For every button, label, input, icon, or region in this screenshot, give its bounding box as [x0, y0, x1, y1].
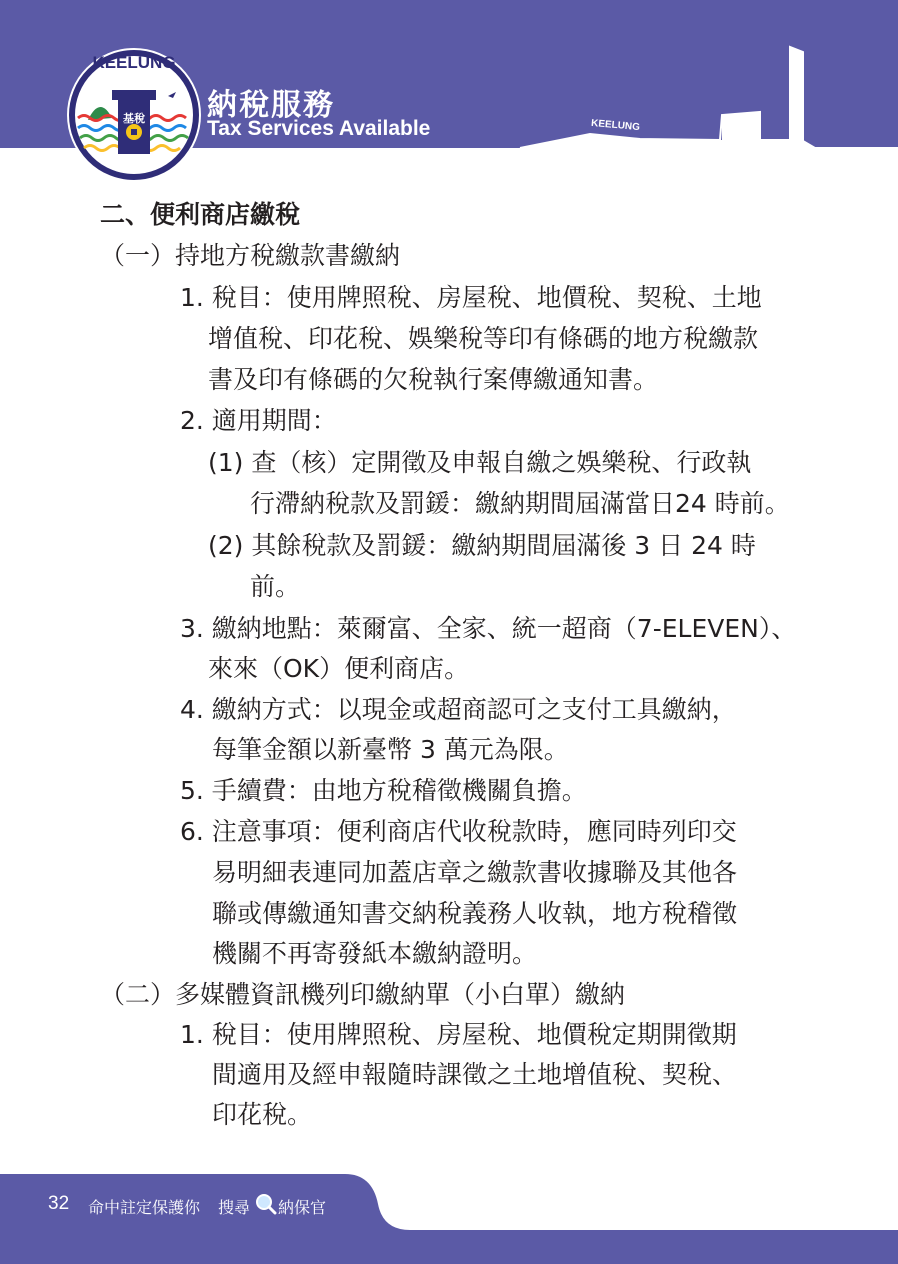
skyline-label: KEELUNG — [590, 117, 641, 134]
s1-item6-line4: 機關不再寄發紙本繳納證明。 — [212, 939, 538, 968]
s1-item2: 2. 適用期間： — [180, 406, 337, 435]
s1-item1-line2: 增值稅、印花稅、娛樂稅等印有條碼的地方稅繳款 — [208, 324, 759, 353]
s1-item3-line2: 來來（OK）便利商店。 — [208, 654, 470, 683]
s2-item1-line1: 1. 稅目：使用牌照稅、房屋稅、地價稅定期開徵期 — [180, 1020, 737, 1049]
page-header — [0, 0, 898, 180]
s1-item6-line2: 易明細表連同加蓋店章之繳款書收據聯及其他各 — [212, 858, 738, 887]
header-banner — [0, 0, 898, 180]
s1-item2-2-line1: (2) 其餘稅款及罰鍰：繳納期間屆滿後 3 日 24 時 — [208, 531, 756, 560]
s1-item2-1-line1: (1) 查（核）定開徵及申報自繳之娛樂稅、行政執 — [208, 448, 752, 477]
page-footer — [0, 1174, 898, 1264]
s1-item6-line3: 聯或傳繳通知書交納稅義務人收執，地方稅稽徵 — [212, 899, 738, 928]
s1-item3-line1: 3. 繳納地點：萊爾富、全家、統一超商（7-ELEVEN）、 — [180, 614, 797, 643]
footer-brand: 納保官 — [278, 1198, 327, 1217]
section-title: 二、便利商店繳稅 — [100, 200, 301, 229]
footer-banner — [0, 1174, 898, 1264]
s1-item6-line1: 6. 注意事項：便利商店代收稅款時，應同時列印交 — [180, 817, 737, 846]
header-title-en: Tax Services Available — [207, 117, 431, 140]
logo-badge: 基稅 — [123, 112, 145, 125]
s1-item4-line2: 每筆金額以新臺幣 3 萬元為限。 — [212, 735, 569, 764]
s1-item1-line1: 1. 稅目：使用牌照稅、房屋稅、地價稅、契稅、土地 — [180, 283, 762, 312]
subsection-1-title: （一）持地方稅繳款書繳納 — [100, 241, 401, 270]
subsection-2-title: （二）多媒體資訊機列印繳納單（小白單）繳納 — [100, 980, 626, 1009]
s1-item4-line1: 4. 繳納方式：以現金或超商認可之支付工具繳納， — [180, 695, 737, 724]
s1-item1-line3: 書及印有條碼的欠稅執行案傳繳通知書。 — [208, 365, 659, 394]
s1-item5: 5. 手續費：由地方稅稽徵機關負擔。 — [180, 776, 587, 805]
magnifier-icon — [255, 1193, 277, 1215]
page-number: 32 — [48, 1193, 70, 1214]
header-title-zh: 納稅服務 — [207, 88, 335, 123]
footer-slogan: 命中註定保護你 — [88, 1198, 201, 1217]
logo-text: KEELUNG — [92, 53, 176, 72]
s2-item1-line3: 印花稅。 — [212, 1100, 313, 1129]
s1-item2-2-line2: 前。 — [250, 572, 301, 601]
s1-item2-1-line2: 行滯納稅款及罰鍰：繳納期間屆滿當日24 時前。 — [250, 489, 790, 518]
s2-item1-line2: 間適用及經申報隨時課徵之土地增值稅、契稅、 — [212, 1060, 738, 1089]
footer-search-label: 搜尋 — [218, 1198, 251, 1217]
